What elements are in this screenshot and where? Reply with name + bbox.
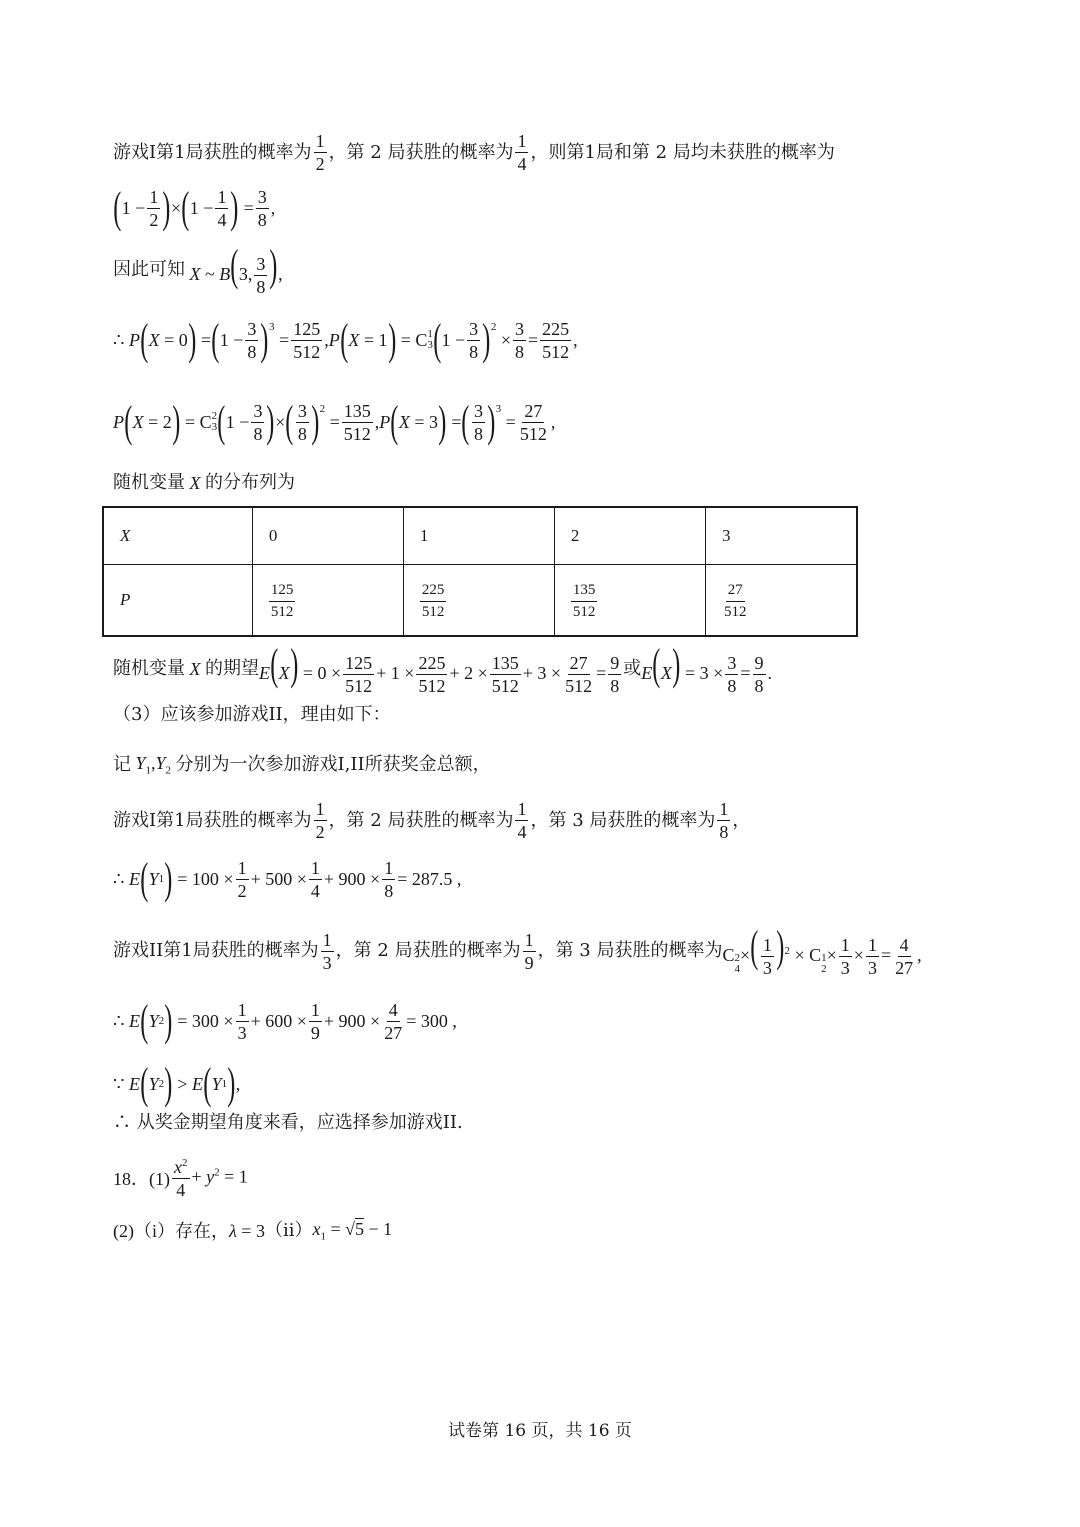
page-footer: 试卷第 16 页，共 16 页 <box>448 1421 632 1441</box>
text: 随机变量 <box>113 658 185 680</box>
line-game2-three-rounds: 游戏II第1局获胜的概率为 $\frac{1}{3}$ ，第 2 局获胜的概率为 $\frac{1}{9}$ ，第 3 局获胜的概率为 C 2 4 ×( $\frac{1}{3}$ )$^2$ × C 1 2 × $\frac{1}{3}$ × $\frac{1}{3}$ = $\frac{4}{27}$ , <box>113 922 922 979</box>
distribution-table <box>102 506 858 637</box>
line-conclusion <box>113 1114 463 1132</box>
line-define-y: 记 $Y_1,Y_2$ 分别为一次参加游戏I,II所获奖金总额， <box>113 753 491 777</box>
text: 游戏II第1局获胜的概率为 <box>113 940 319 962</box>
table-cell: 2 <box>554 507 705 565</box>
table-cell: $\frac{225}{512}$ <box>403 565 554 637</box>
table-row <box>103 565 857 637</box>
line-game1-three-rounds: 游戏I第1局获胜的概率为 $\frac{1}{2}$ ，第 2 局获胜的概率为 $\frac{1}{4}$ ，第 3 局获胜的概率为 $\frac{1}{8}$ ， <box>113 799 751 842</box>
table-cell: $\frac{27}{512}$ <box>705 565 857 637</box>
line-compare: ∵ E ( Y 2 ) > E ( Y 1 ) , <box>113 1059 241 1108</box>
text: 或 <box>623 658 642 680</box>
table-cell: $\frac{125}{512}$ <box>252 565 403 637</box>
text: 的期望 <box>205 658 259 680</box>
text: 游戏I第1局获胜的概率为 <box>113 809 312 831</box>
text: 的分布列为 <box>205 472 295 493</box>
table-cell: 3 <box>705 507 857 565</box>
table-cell: 1 <box>403 507 554 565</box>
table-cell: 0 <box>252 507 403 565</box>
line-binomial: 因此可知 X ~ B(3, $\frac{3}{8}$ ), <box>113 241 283 298</box>
table-cell: P <box>103 565 252 637</box>
text: ，第 2 局获胜的概率为 <box>328 809 514 831</box>
text: （ii） <box>264 1220 313 1242</box>
table-cell: $\frac{135}{512}$ <box>554 565 705 637</box>
line-px0-px1: ∴ P ( X = 0 ) = ( 1 − $\frac{3}{8}$ ) $^3$ = $\frac{125}{512}$ , P ( X = 1 ) = C 1 3 ( 1 − $\frac{3}{8}$ ) $^2$ × $\frac{3}{8}$ = $\frac{225}{512}$ , <box>113 315 578 364</box>
line-expectation: 随机变量 X 的期望 E(X) = 0 × $\frac{125}{512}$ + 1 × $\frac{225}{512}$ + 2 × $\frac{135}{512}$ + 3 × $\frac{27}{512}$ = $\frac{9}{8}$ 或 E(X) = 3 × $\frac{3}{8}$ = $\frac{9}{8}$ . <box>113 640 772 697</box>
text: ，第 3 局获胜的概率为 <box>530 809 716 831</box>
text: （3）应该参加游戏II，理由如下： <box>113 704 391 725</box>
text: ，第 2 局获胜的概率为 <box>335 940 521 962</box>
text: 分别为一次参加游戏I,II所获奖金总额， <box>175 754 491 776</box>
line-game1-probabilities: 游戏I第1局获胜的概率为 $\frac{1}{2}$ ，第 2 局获胜的概率为 $\frac{1}{4}$ ，则第1局和第 2 局均未获胜的概率为 <box>113 131 835 174</box>
line-px2-px3: P ( X = 2 ) = C 2 3 ( 1 − $\frac{3}{8}$ ) × ( $\frac{3}{8}$ ) $^2$ = $\frac{135}{512}$ , P ( X = 3 ) = ( $\frac{3}{8}$ ) $^3$ = $\frac{27}{512}$ , <box>113 397 556 446</box>
line-ey2: ∴ E ( Y 2 ) = 300 × $\frac{1}{3}$ + 600 × $\frac{1}{9}$ + 900 × $\frac{4}{27}$ = 300 , <box>113 996 457 1045</box>
line-q18-part1: 18．(1) $\frac{x^2}{4}$ + $y^2 = 1$ <box>113 1157 248 1200</box>
line-both-lose-probability: ( 1 − $\frac{1}{2}$ ) × ( 1 − $\frac{1}{4}$ ) = $\frac{3}{8}$ , <box>113 183 276 232</box>
table-cell: X <box>103 507 252 565</box>
line-distribution-heading: 随机变量 X 的分布列为 <box>113 472 295 493</box>
table-row <box>103 507 857 565</box>
text: ∴ 从奖金期望角度来看，应选择参加游戏II. <box>113 1112 463 1133</box>
text: (2)（i）存在， <box>113 1221 229 1242</box>
text: 因此可知 <box>113 259 185 281</box>
text: 随机变量 <box>113 472 185 493</box>
text: ，则第1局和第 2 局均未获胜的概率为 <box>530 141 835 163</box>
line-ey1: ∴ E ( Y 1 ) = 100 × $\frac{1}{2}$ + 500 × $\frac{1}{4}$ + 900 × $\frac{1}{8}$ = 287.5 , <box>113 854 462 903</box>
text: ，第 3 局获胜的概率为 <box>537 940 723 962</box>
text: 18．(1) <box>113 1168 170 1189</box>
text: 记 <box>113 754 131 776</box>
line-part3 <box>113 706 391 724</box>
text: 游戏I第1局获胜的概率为 <box>113 141 312 163</box>
text: ，第 2 局获胜的概率为 <box>328 141 514 163</box>
line-q18-part2: (2)（i）存在， λ = 3 （ii） $x_1 = √5 - 1$ <box>113 1219 393 1243</box>
